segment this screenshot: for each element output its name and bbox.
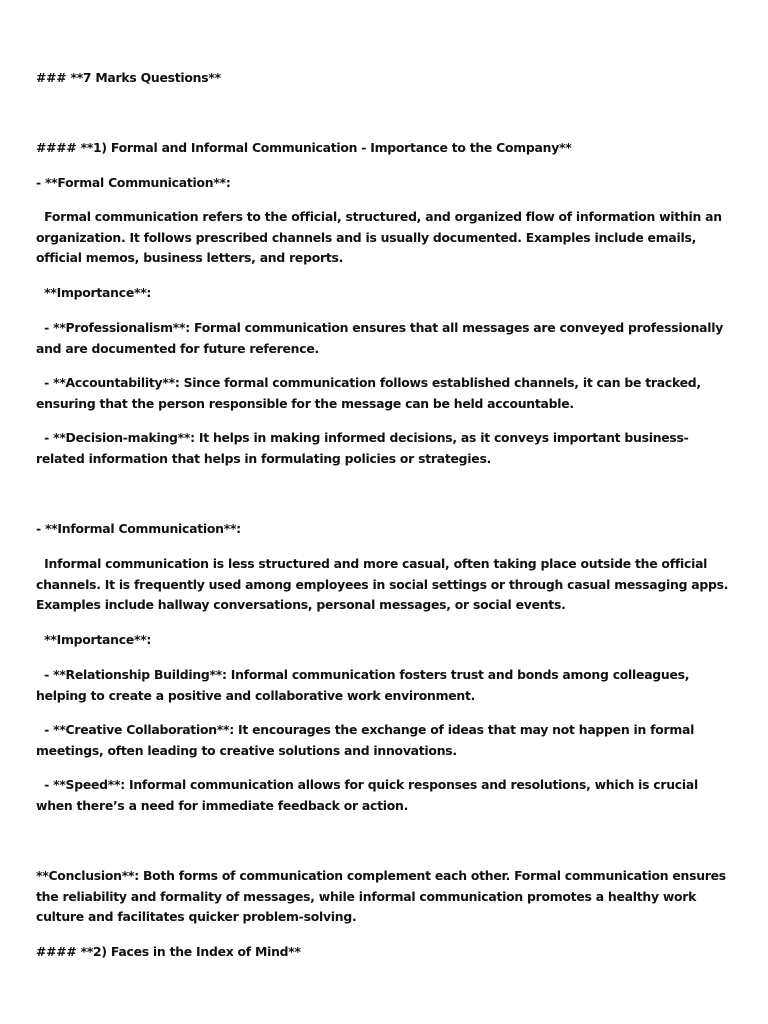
page-heading: ### **7 Marks Questions**: [36, 70, 221, 85]
formal-label: - **Formal Communication**:: [36, 175, 231, 190]
informal-definition: Informal communication is less structured and more casual, often taking place outside the official channels. It is frequently used among employees in social settings or through casual messaging apps. Examples include hallway conversations, personal messages, or social events.: [36, 556, 733, 612]
section2-title: #### **2) Faces in the Index of Mind**: [36, 944, 301, 959]
formal-definition: Formal communication refers to the official, structured, and organized flow of information within an organization. It follows prescribed channels and is usually documented. Examples include emails, official memos, business letters, and reports.: [36, 209, 726, 265]
formal-point-accountability: - **Accountability**: Since formal communication follows established channels, it can be tracked, ensuring that the person responsible for the message can be held accountable.: [36, 375, 705, 411]
informal-point-creative: - **Creative Collaboration**: It encourages the exchange of ideas that may not happen in formal meetings, often leading to creative solutions and innovations.: [36, 722, 699, 758]
formal-point-professionalism: - **Professionalism**: Formal communication ensures that all messages are conveyed professionally and are documented for future reference.: [36, 320, 728, 356]
informal-point-relationship: - **Relationship Building**: Informal communication fosters trust and bonds among colleagues, helping to create a positive and collaborative work environment.: [36, 667, 694, 703]
conclusion-paragraph: **Conclusion**: Both forms of communication complement each other. Formal communication ensures the reliability and formality of messages, while informal communication promotes a healthy work culture and facilitates quicker problem-solving.: [36, 868, 730, 924]
section1-title: #### **1) Formal and Informal Communication - Importance to the Company**: [36, 140, 572, 155]
informal-point-speed: - **Speed**: Informal communication allows for quick responses and resolutions, which is crucial when there’s a need for immediate feedback or action.: [36, 777, 703, 813]
informal-importance-label: **Importance**:: [36, 632, 152, 647]
informal-label: - **Informal Communication**:: [36, 521, 241, 536]
formal-point-decision-making: - **Decision-making**: It helps in making informed decisions, as it conveys important business-related information that helps in formulating policies or strategies.: [36, 430, 689, 466]
formal-importance-label: **Importance**:: [36, 285, 152, 300]
